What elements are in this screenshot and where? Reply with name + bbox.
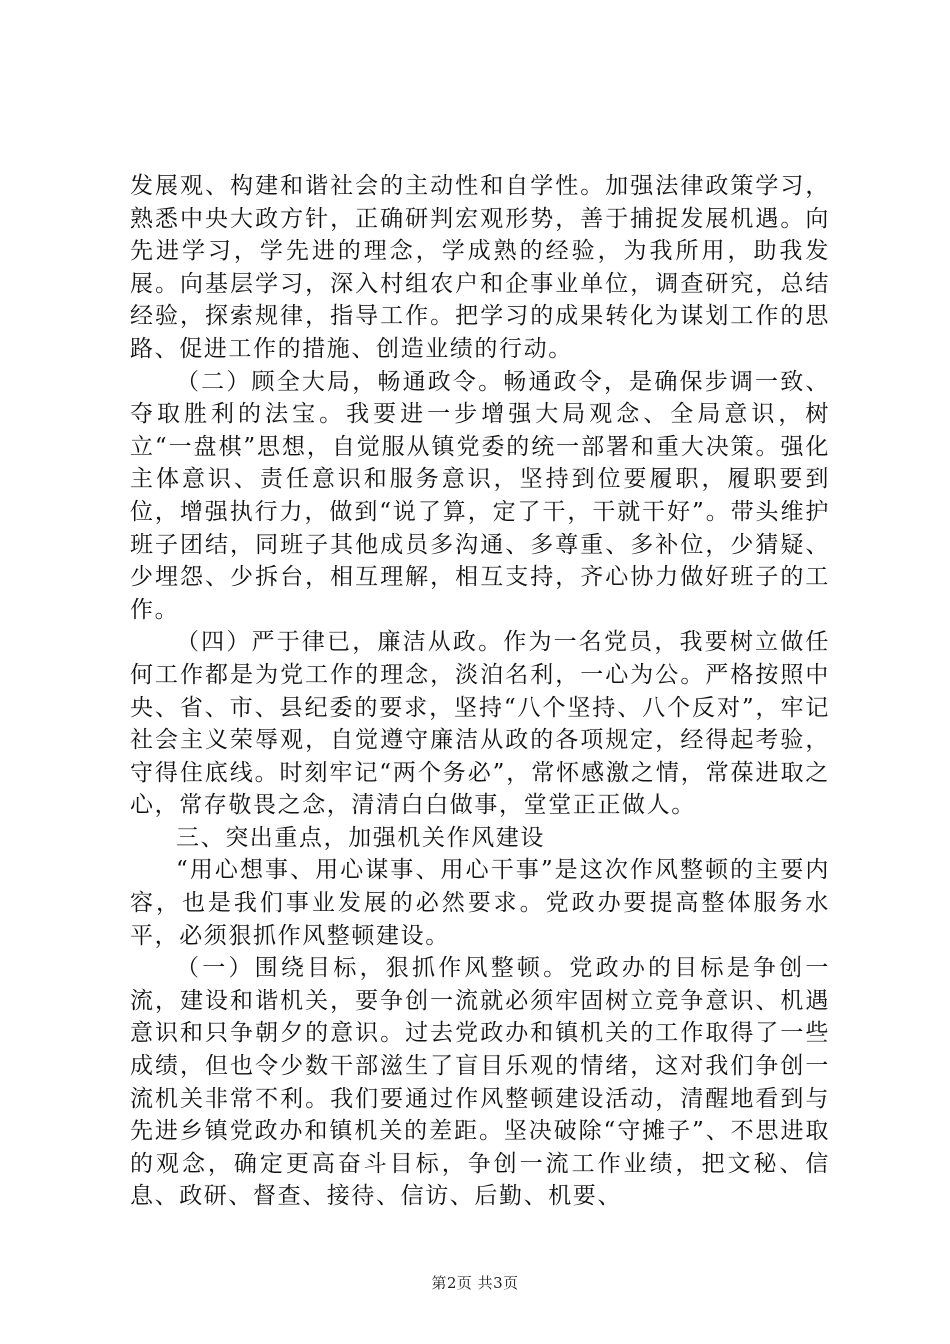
document-body — [130, 170, 830, 1213]
paragraph-section-three-intro: “用心想事、用心谋事、用心干事”是这次作风整顿的主要内容，也是我们事业发展的必然要求。党政办要提高整体服务水平，必须狠抓作风整顿建设。 — [130, 857, 830, 949]
page-number-footer: 第2页 共3页 — [431, 1274, 519, 1292]
paragraph-section-four: （四）严于律已，廉洁从政。作为一名党员，我要树立做任何工作都是为党工作的理念，淡泊名利，一心为公。严格按照中央、省、市、县纪委的要求，坚持“八个坚持、八个反对”，牢记社会主义荣辱观，自觉遵守廉洁从政的各项规定，经得起考验，守得住底线。时刻牢记“两个务必”，常怀感激之情，常葆进取之心，常存敬畏之念，清清白白做事，堂堂正正做人。 — [130, 629, 830, 819]
paragraph-continuation: 发展观、构建和谐社会的主动性和自学性。加强法律政策学习，熟悉中央大政方针，正确研判宏观形势，善于捕捉发展机遇。向先进学习，学先进的理念，学成熟的经验，为我所用，助我发展。向基层学习，深入村组农户和企事业单位，调查研究，总结经验，探索规律，指导工作。把学习的成果转化为谋划工作的思路、促进工作的措施、创造业绩的行动。 — [130, 173, 830, 362]
paragraph-section-two: （二）顾全大局，畅通政令。畅通政令，是确保步调一致、夺取胜利的法宝。我要进一步增强大局观念、全局意识，树立“一盘棋”思想，自觉服从镇党委的统一部署和重大决策。强化主体意识、责任意识和服务意识，坚持到位要履职，履职要到位，增强执行力，做到“说了算，定了干，干就干好”。带头维护班子团结，同班子其他成员多沟通、多尊重、多补位，少猜疑、少埋怨、少拆台，相互理解，相互支持，齐心协力做好班子的工作。 — [130, 368, 830, 623]
section-heading-three: 三、突出重点，加强机关作风建设 — [176, 824, 545, 851]
paragraph-section-three-one: （一）围绕目标，狠抓作风整顿。党政办的目标是争创一流，建设和谐机关，要争创一流就必须牢固树立竞争意识、机遇意识和只争朝夕的意识。过去党政办和镇机关的工作取得了一些成绩，但也令少数干部滋生了盲目乐观的情绪，这对我们争创一流机关非常不利。我们要通过作风整顿建设活动，清醒地看到与先进乡镇党政办和镇机关的差距。坚决破除“守摊子”、不思进取的观念，确定更高奋斗目标，争创一流工作业绩，把文秘、信息、政研、督查、接待、信访、后勤、机要、 — [130, 955, 830, 1210]
